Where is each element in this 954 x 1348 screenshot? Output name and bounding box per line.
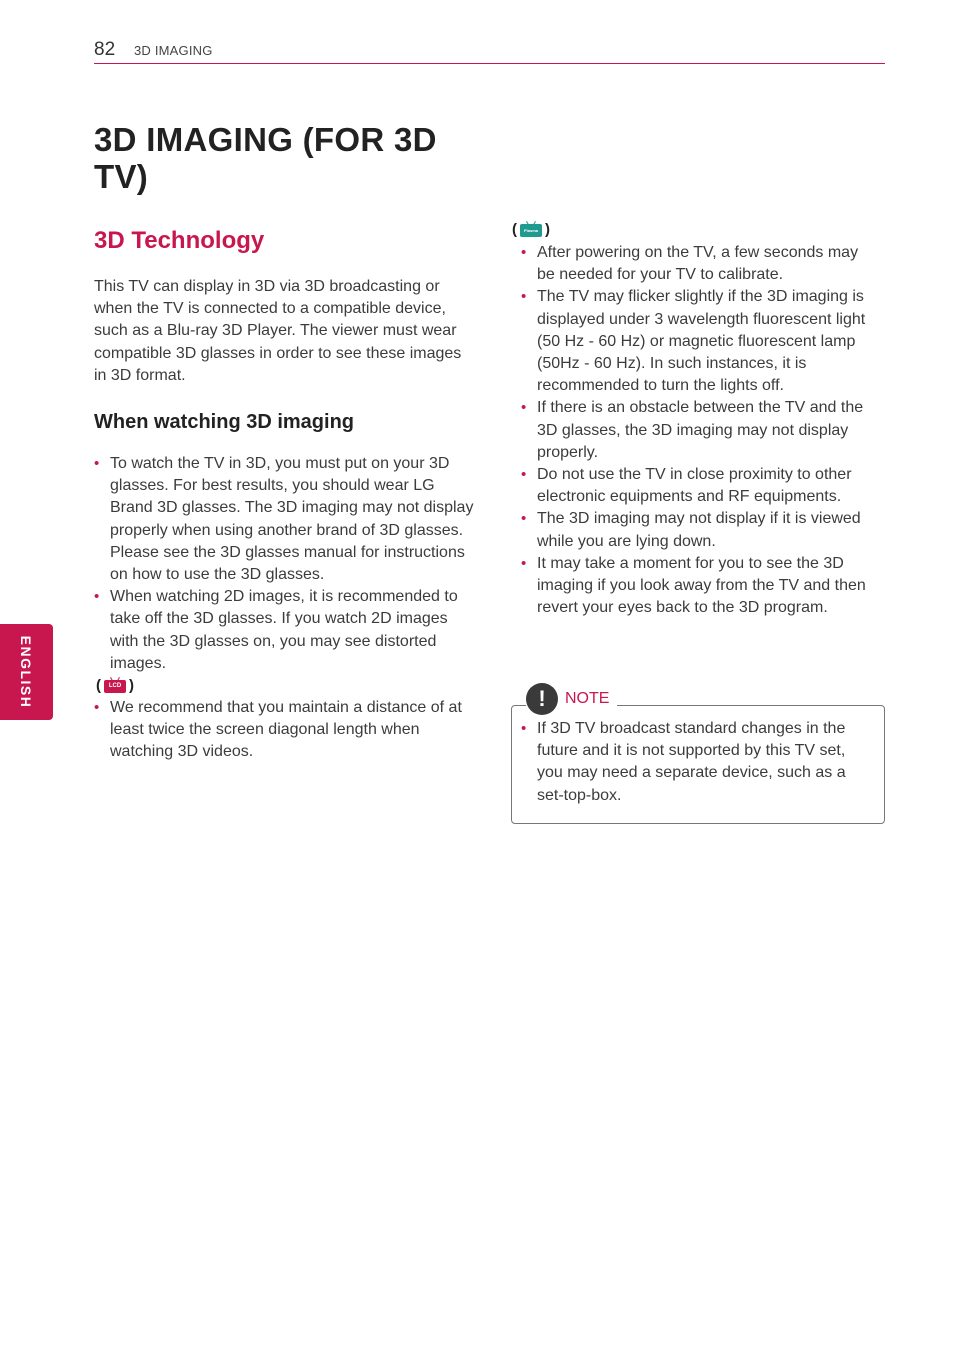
page-number: 82 bbox=[94, 39, 116, 60]
list-item bbox=[521, 464, 877, 508]
note-label: NOTE bbox=[565, 690, 610, 707]
bullet-icon: • bbox=[521, 720, 527, 737]
section-intro: This TV can display in 3D via 3D broadcasting or when the TV is connected to a compatible device, such as a Blu-ray 3D Player. The viewer must wear compatible 3D glasses in order to see these images in 3D format. bbox=[94, 278, 462, 384]
list-item-text: When watching 2D images, it is recommended to take off the 3D glasses. If you watch 2D images with the 3D glasses on, you may see distorted images. bbox=[110, 588, 458, 672]
badge-open-paren: ( bbox=[96, 677, 101, 694]
note-header bbox=[526, 683, 617, 715]
list-item-text: If 3D TV broadcast standard changes in the future and it is not supported by this TV set, you may need a separate device, such as a set-top-box. bbox=[537, 720, 846, 804]
list-item bbox=[521, 242, 877, 286]
bullet-icon: • bbox=[94, 588, 100, 606]
page-header bbox=[94, 38, 885, 64]
list-item bbox=[521, 508, 877, 552]
list-item bbox=[94, 697, 474, 764]
list-item bbox=[521, 286, 877, 397]
list-item bbox=[521, 553, 877, 620]
bullet-icon: • bbox=[521, 244, 527, 261]
list-item bbox=[94, 453, 474, 586]
bullet-icon: • bbox=[521, 554, 527, 572]
page-title: 3D IMAGING (FOR 3D TV) bbox=[94, 121, 437, 195]
list-item-text: Do not use the TV in close proximity to other electronic equipments and RF equipments. bbox=[537, 466, 852, 506]
list-item-text: It may take a moment for you to see the 3D imaging if you look away from the TV and then revert your eyes back to the 3D program. bbox=[537, 554, 866, 617]
language-side-tab bbox=[0, 624, 53, 720]
plasma-badge bbox=[512, 221, 550, 238]
bullet-icon: • bbox=[521, 466, 527, 484]
running-title: 3D IMAGING bbox=[134, 43, 213, 58]
plasma-list bbox=[521, 242, 877, 619]
bullet-icon: • bbox=[521, 399, 527, 417]
lcd-icon-text: LCD bbox=[108, 683, 122, 689]
bullet-icon: • bbox=[94, 455, 100, 472]
list-item-text: We recommend that you maintain a distance of at least twice the screen diagonal length when watching 3D videos. bbox=[110, 699, 462, 761]
lcd-badge bbox=[96, 677, 134, 694]
exclamation-icon: ! bbox=[526, 683, 558, 715]
subsection-title: When watching 3D imaging bbox=[94, 411, 355, 433]
badge-open-paren: ( bbox=[512, 221, 517, 238]
list-item-text: To watch the TV in 3D, you must put on your 3D glasses. For best results, you should wear LG Brand 3D glasses. The 3D imaging may not display properly when using another brand of 3D glasses. Please see the 3D glasses manual for instructions on how to use the 3D glasses. bbox=[110, 455, 474, 584]
bullet-icon: • bbox=[94, 699, 100, 716]
list-item-text: The 3D imaging may not display if it is viewed while you are lying down. bbox=[537, 510, 861, 550]
list-item bbox=[521, 397, 877, 464]
bullet-icon: • bbox=[521, 510, 527, 528]
lcd-list bbox=[94, 697, 474, 764]
lcd-tv-icon bbox=[104, 677, 126, 694]
language-label: ENGLISH bbox=[18, 635, 34, 709]
list-item bbox=[94, 586, 474, 675]
list-item-text: If there is an obstacle between the TV and the 3D glasses, the 3D imaging may not display properly. bbox=[537, 399, 864, 461]
plasma-icon-text: Plasma bbox=[523, 228, 538, 233]
list-item bbox=[521, 718, 871, 807]
note-list bbox=[521, 718, 871, 807]
plasma-tv-icon bbox=[520, 221, 542, 238]
bullet-icon: • bbox=[521, 288, 527, 306]
badge-close-paren: ) bbox=[545, 221, 550, 238]
badge-close-paren: ) bbox=[129, 677, 134, 694]
section-title: 3D Technology bbox=[94, 227, 265, 254]
list-item-text: The TV may flicker slightly if the 3D imaging is displayed under 3 wavelength fluorescent light (50 Hz - 60 Hz) or magnetic fluorescent lamp (50Hz - 60 Hz). In such instances, it is recommended to turn the lights off. bbox=[537, 288, 866, 395]
watching-list bbox=[94, 453, 474, 675]
list-item-text: After powering on the TV, a few seconds may be needed for your TV to calibrate. bbox=[537, 244, 859, 284]
